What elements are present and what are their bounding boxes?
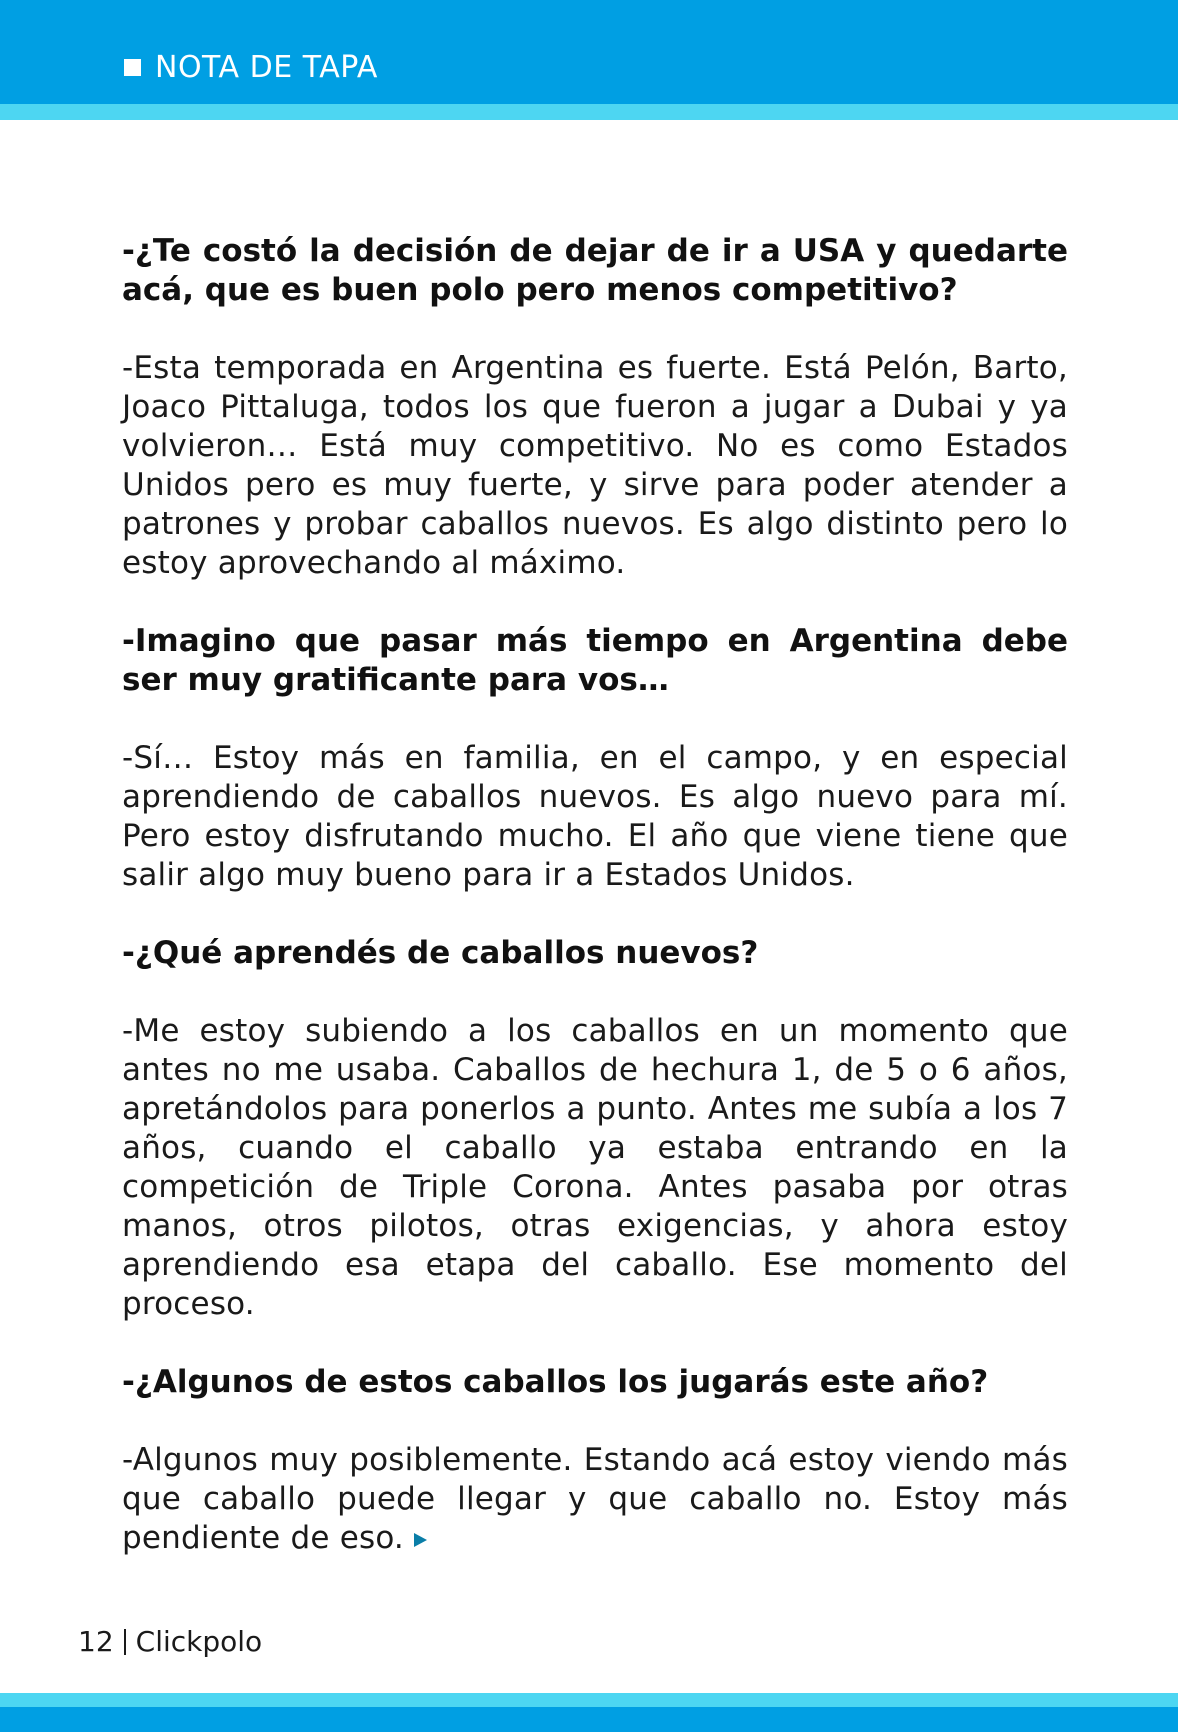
section-label: NOTA DE TAPA xyxy=(155,49,378,85)
interview-answer-2: -Sí… Estoy más en familia, en el campo, y en especial aprendiendo de caballos nuevos. Es algo nuevo para mí. Pero estoy disfrutando mucho. El año que viene tiene que salir algo muy bueno para ir a Estados Unidos. xyxy=(122,740,1068,893)
interview-question-1: -¿Te costó la decisión de dejar de ir a USA y quedarte acá, que es buen polo pero menos competitivo? xyxy=(122,233,1068,308)
page-number: 12 xyxy=(78,1625,114,1658)
interview-question-4: -¿Algunos de estos caballos los jugarás este año? xyxy=(122,1364,989,1400)
header-stripe xyxy=(0,104,1178,120)
interview-answer-4: -Algunos muy posiblemente. Estando acá estoy viendo más que caballo puede llegar y que caballo no. Estoy más pendiente de eso. xyxy=(122,1442,1068,1556)
footer-stripe xyxy=(0,1693,1178,1707)
publication-name: Clickpolo xyxy=(135,1625,263,1658)
footer-bar xyxy=(0,1707,1178,1732)
footer-separator xyxy=(124,1629,126,1655)
interview-question-3: -¿Qué aprendés de caballos nuevos? xyxy=(122,935,759,971)
interview-question-2: -Imagino que pasar más tiempo en Argentina debe ser muy gratificante para vos… xyxy=(122,623,1068,698)
end-of-article-arrow-icon xyxy=(414,1533,427,1547)
interview-answer-1: -Esta temporada en Argentina es fuerte. Está Pelón, Barto, Joaco Pittaluga, todos los que fueron a jugar a Dubai y ya volvieron… Está muy competitivo. No es como Estados Unidos pero es muy fuerte, y sirve para poder atender a patrones y probar caballos nuevos. Es algo distinto pero lo estoy aprovechando al máximo. xyxy=(122,350,1068,581)
square-bullet-icon xyxy=(124,59,141,76)
interview-answer-3: -Me estoy subiendo a los caballos en un momento que antes no me usaba. Caballos de hechura 1, de 5 o 6 años, apretándolos para ponerlos a punto. Antes me subía a los 7 años, cuando el caballo ya estaba entrando en la competición de Triple Corona. Antes pasaba por otras manos, otros pilotos, otras exigencias, y ahora estoy aprendiendo esa etapa del caballo. Ese momento del proceso. xyxy=(122,1013,1068,1322)
interview-answer-4-wrapper xyxy=(122,1441,1068,1558)
page-footer xyxy=(78,1625,262,1658)
section-title xyxy=(124,47,378,87)
article-body xyxy=(122,232,1068,1597)
